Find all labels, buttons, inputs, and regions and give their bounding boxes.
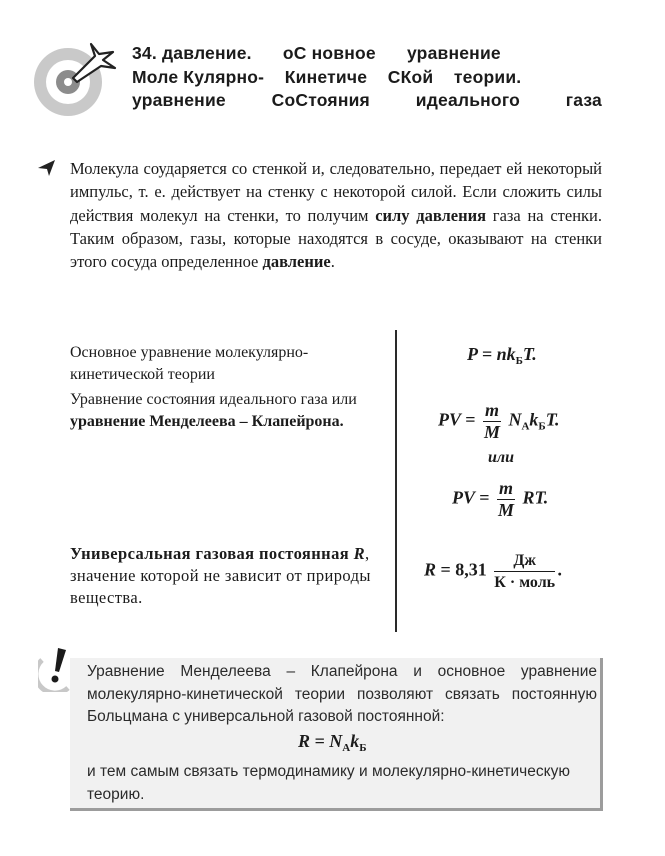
gas-constant-term: Универсальная газовая постоянная [70, 544, 354, 563]
title-line-1 [132, 42, 602, 66]
basic-equation-label: Основное уравнение молекулярно-кинетической теории [70, 344, 309, 383]
mendeleev-clapeyron-term: уравнение Менделеева – Клапейрона. [70, 412, 344, 430]
title-word: оС новное [282, 43, 376, 63]
gas-constant-text: , значение которой не зависит от природы вещества. [70, 544, 371, 607]
or-word: или [488, 449, 515, 466]
gas-constant-value: = 8,31 [440, 559, 487, 580]
intro-text: газа на стенки. Таким образом, газы, которые находятся в сосуде, оказывают на стенки этого сосуда определенное [70, 205, 602, 272]
term-pressure: давление [262, 252, 331, 272]
page-title [132, 42, 602, 113]
formula-gas-constant: R = 8,31 $\frac{Дж}{\text{К · моль}}$ . [424, 552, 563, 591]
title-spacer [532, 42, 602, 66]
state-equation-label [70, 389, 380, 432]
title-word: теории. [453, 66, 522, 87]
pointer-arrow-icon [37, 158, 57, 178]
gas-constant-symbol: R [353, 544, 365, 563]
title-line-2 [132, 66, 602, 90]
title-word: СоСтояния [271, 90, 370, 110]
title-word: газа [565, 90, 602, 110]
note-text: Уравнение Менделеева – Клапейрона и основное уравнение молекулярно-кинетической теории позволяют связать постоянную Больцмана с универсальной газовой постоянной: [87, 663, 597, 725]
title-word: идеального [415, 90, 520, 110]
title-word: уравнение [132, 90, 226, 110]
exclamation-note-icon [38, 644, 84, 692]
intro-text: Молекула соударяется со стенкой и, следовательно, передает ей некоторый импульс, т. е. действует на стенку с некоторой силой. Если сложить силы действия молекул на стенки, то получим [70, 159, 602, 225]
title-line-3 [132, 89, 602, 113]
title-word: Моле Кулярно- [132, 66, 265, 87]
state-eq-text: Уравнение состояния идеального газа или [70, 391, 357, 408]
title-word: Кинетиче [284, 66, 368, 87]
formula-boltzmann-relation: $R = N_Ak_Б$ [298, 731, 367, 754]
title-word: уравнение [406, 43, 501, 63]
formula-state-rt: PV = $\frac{m}{M}$ RT. [452, 478, 549, 520]
units-denominator: К · моль [494, 574, 556, 591]
term-pressure-force: силу давления [375, 205, 487, 225]
formula-state-nk: PV = $\frac{m}{M}$ $N_Ak_БT$. [438, 400, 560, 442]
intro-paragraph [70, 157, 602, 273]
formula-basic-mkt: $P = nk_БT$. [467, 344, 537, 367]
title-spacer [542, 66, 602, 90]
note-text-conclusion: и тем самым связать термодинамику и молекулярно-кинетическую теорию. [87, 763, 570, 803]
title-word: СКой [387, 66, 434, 87]
target-logo-icon [33, 38, 121, 118]
column-divider [395, 330, 397, 632]
intro-text: . [330, 252, 335, 272]
units-numerator: Дж [494, 550, 555, 572]
title-word: 34. давление. [132, 43, 252, 63]
gas-constant-label [70, 543, 380, 609]
